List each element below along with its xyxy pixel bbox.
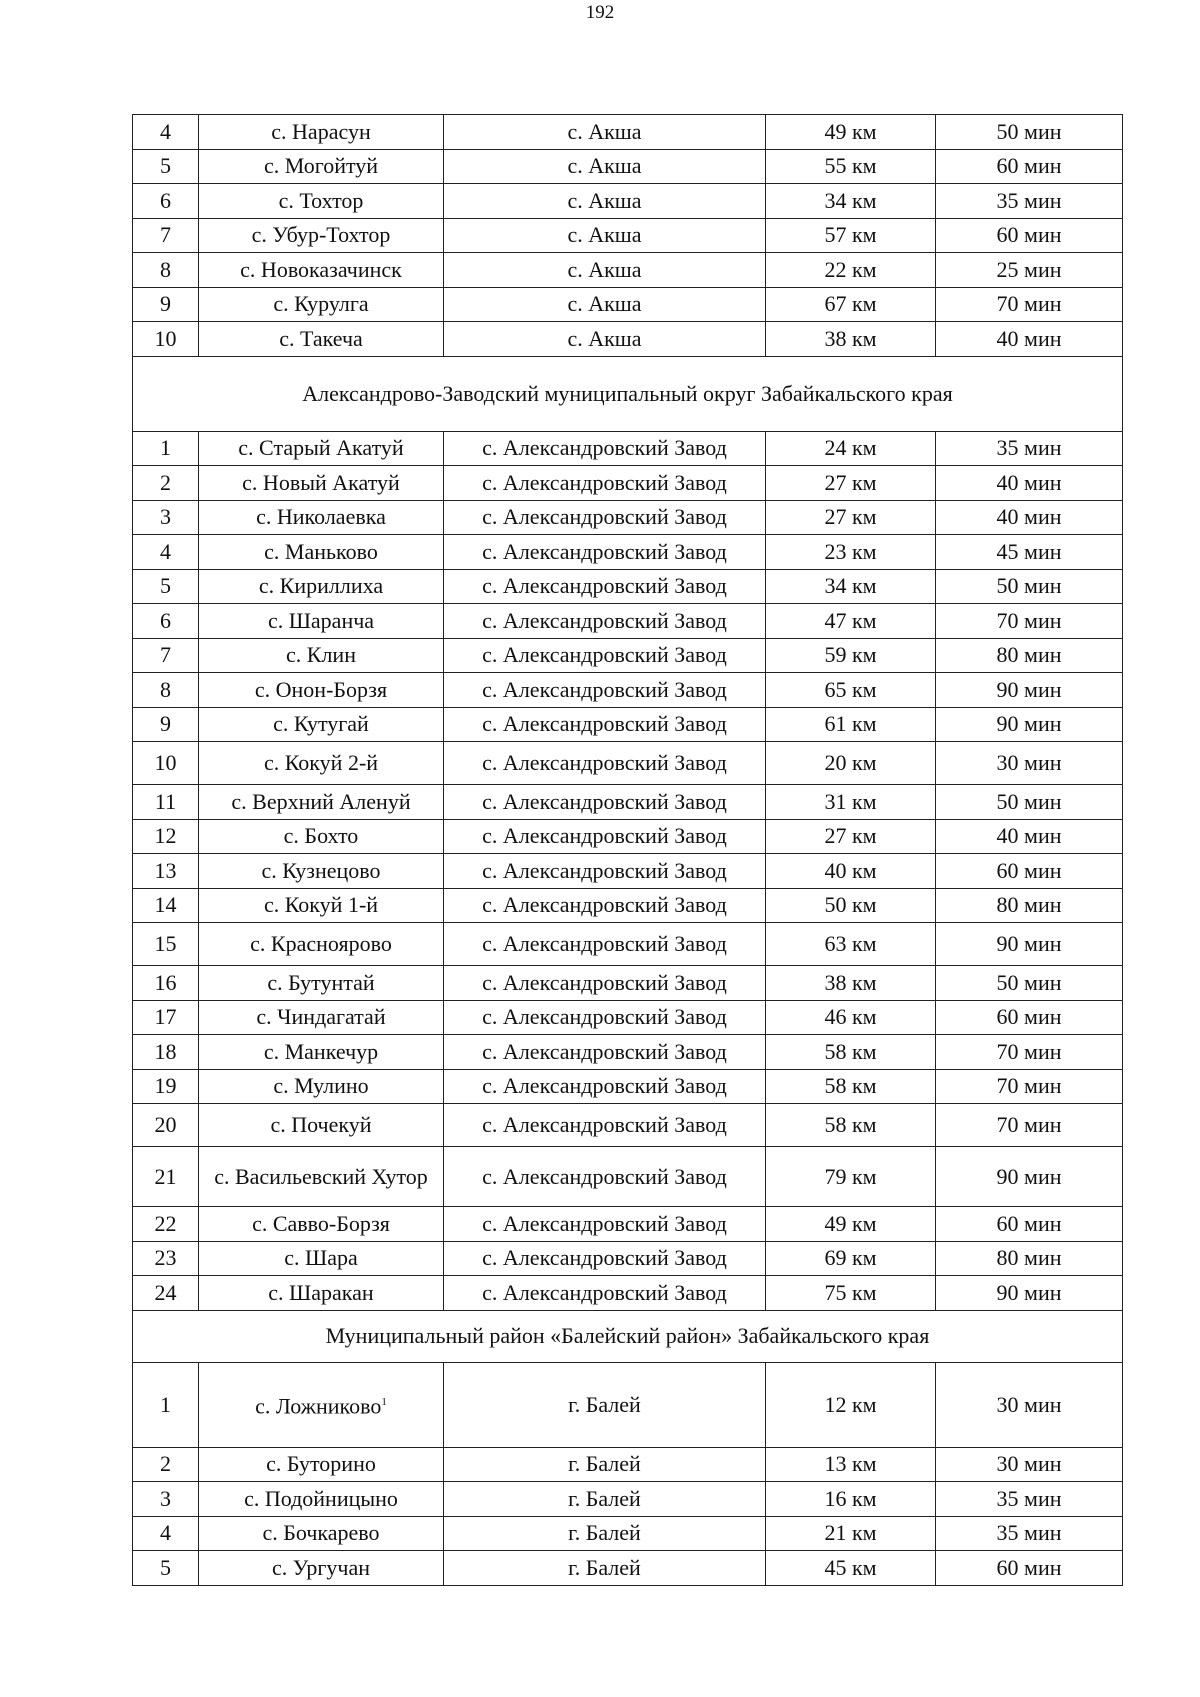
distance-cell: 67 км [766,287,936,322]
distance-cell: 49 км [766,1207,936,1242]
table-row [133,923,1123,966]
distance-cell: 38 км [766,966,936,1001]
distance-cell: 58 км [766,1035,936,1070]
destination-cell: с. Александровский Завод [444,966,766,1001]
row-number-cell: 7 [133,638,199,673]
settlement-cell: с. Чиндагатай [199,1000,444,1035]
travel-time-cell: 50 мин [936,966,1123,1001]
settlement-cell: с. Шаракан [199,1276,444,1311]
row-number-cell: 1 [133,431,199,466]
travel-time-cell: 60 мин [936,854,1123,889]
distance-cell: 65 км [766,673,936,708]
travel-time-cell: 50 мин [936,115,1123,150]
row-number-cell: 10 [133,742,199,785]
table-row [133,1241,1123,1276]
distance-cell: 59 км [766,638,936,673]
table-row [133,569,1123,604]
settlement-cell: с. Нарасун [199,115,444,150]
travel-time-cell: 35 мин [936,184,1123,219]
distance-cell: 61 км [766,707,936,742]
section-heading-row [133,356,1123,431]
travel-time-cell: 70 мин [936,1069,1123,1104]
destination-cell: с. Александровский Завод [444,1207,766,1242]
settlement-cell: с. Почекуй [199,1104,444,1147]
travel-time-cell: 30 мин [936,742,1123,785]
travel-time-cell: 80 мин [936,1241,1123,1276]
distance-cell: 20 км [766,742,936,785]
settlement-cell: с. Кутугай [199,707,444,742]
distance-cell: 55 км [766,149,936,184]
travel-time-cell: 70 мин [936,1104,1123,1147]
row-number-cell: 12 [133,819,199,854]
distance-cell: 58 км [766,1069,936,1104]
destination-cell: с. Александровский Завод [444,1241,766,1276]
destination-cell: г. Балей [444,1482,766,1517]
table-row [133,785,1123,820]
destination-cell: с. Александровский Завод [444,819,766,854]
row-number-cell: 13 [133,854,199,889]
travel-time-cell: 90 мин [936,707,1123,742]
table-row [133,287,1123,322]
table-row [133,707,1123,742]
row-number-cell: 6 [133,604,199,639]
travel-time-cell: 35 мин [936,1482,1123,1517]
distance-cell: 21 км [766,1516,936,1551]
table-row [133,888,1123,923]
row-number-cell: 14 [133,888,199,923]
row-number-cell: 21 [133,1147,199,1207]
settlement-cell: с. Буторино [199,1447,444,1482]
row-number-cell: 15 [133,923,199,966]
settlement-cell: с. Бочкарево [199,1516,444,1551]
distance-cell: 13 км [766,1447,936,1482]
row-number-cell: 4 [133,535,199,570]
destination-cell: г. Балей [444,1551,766,1586]
destination-cell: с. Александровский Завод [444,535,766,570]
table-row [133,149,1123,184]
destination-cell: с. Александровский Завод [444,888,766,923]
row-number-cell: 7 [133,218,199,253]
row-number-cell: 18 [133,1035,199,1070]
destination-cell: с. Александровский Завод [444,1035,766,1070]
destination-cell: г. Балей [444,1447,766,1482]
settlement-cell: с. Новый Акатуй [199,466,444,501]
table-row [133,1147,1123,1207]
table-row [133,1207,1123,1242]
table-row [133,966,1123,1001]
travel-time-cell: 60 мин [936,1000,1123,1035]
travel-time-cell: 90 мин [936,673,1123,708]
table-row [133,535,1123,570]
row-number-cell: 23 [133,1241,199,1276]
table-row [133,1551,1123,1586]
travel-time-cell: 90 мин [936,923,1123,966]
travel-time-cell: 50 мин [936,569,1123,604]
row-number-cell: 3 [133,500,199,535]
table-row [133,115,1123,150]
row-number-cell: 16 [133,966,199,1001]
distance-cell: 47 км [766,604,936,639]
destination-cell: с. Александровский Завод [444,604,766,639]
row-number-cell: 10 [133,322,199,357]
table-row [133,604,1123,639]
settlement-cell: с. Ургучан [199,1551,444,1586]
settlement-cell [199,1362,444,1447]
row-number-cell: 5 [133,569,199,604]
destination-cell: с. Александровский Завод [444,638,766,673]
row-number-cell: 11 [133,785,199,820]
destination-cell: с. Акша [444,115,766,150]
table-row [133,1276,1123,1311]
distance-cell: 34 км [766,569,936,604]
settlement-cell: с. Могойтуй [199,149,444,184]
distance-cell: 46 км [766,1000,936,1035]
travel-time-cell: 60 мин [936,1207,1123,1242]
distance-cell: 49 км [766,115,936,150]
destination-cell: с. Александровский Завод [444,923,766,966]
settlement-cell: с. Кириллиха [199,569,444,604]
table-row [133,218,1123,253]
destination-cell: с. Александровский Завод [444,742,766,785]
row-number-cell: 8 [133,673,199,708]
settlement-cell: с. Манкечур [199,1035,444,1070]
distance-cell: 75 км [766,1276,936,1311]
table-row [133,1482,1123,1517]
travel-time-cell: 40 мин [936,322,1123,357]
row-number-cell: 22 [133,1207,199,1242]
distance-cell: 63 км [766,923,936,966]
travel-time-cell: 30 мин [936,1362,1123,1447]
footnote-marker: 1 [381,1396,387,1409]
settlement-cell: с. Кокуй 1-й [199,888,444,923]
table-row [133,322,1123,357]
settlement-cell: с. Курулга [199,287,444,322]
table-row [133,253,1123,288]
distance-cell: 40 км [766,854,936,889]
destination-cell: с. Александровский Завод [444,1069,766,1104]
distance-cell: 16 км [766,1482,936,1517]
destination-cell: с. Александровский Завод [444,1276,766,1311]
settlement-cell: с. Онон-Борзя [199,673,444,708]
table-row [133,673,1123,708]
destination-cell: с. Александровский Завод [444,1104,766,1147]
settlement-cell: с. Бутунтай [199,966,444,1001]
travel-time-cell: 60 мин [936,218,1123,253]
row-number-cell: 3 [133,1482,199,1517]
distance-cell: 38 км [766,322,936,357]
settlement-cell: с. Савво-Борзя [199,1207,444,1242]
page-number: 192 [585,2,615,23]
travel-time-cell: 70 мин [936,1035,1123,1070]
travel-time-cell: 70 мин [936,287,1123,322]
table-row [133,819,1123,854]
destination-cell: с. Александровский Завод [444,707,766,742]
destination-cell: с. Александровский Завод [444,1147,766,1207]
travel-time-cell: 40 мин [936,466,1123,501]
table-row [133,638,1123,673]
row-number-cell: 24 [133,1276,199,1311]
row-number-cell: 9 [133,707,199,742]
distance-cell: 57 км [766,218,936,253]
table-row [133,1104,1123,1147]
travel-time-cell: 45 мин [936,535,1123,570]
row-number-cell: 6 [133,184,199,219]
row-number-cell: 17 [133,1000,199,1035]
section-heading: Муниципальный район «Балейский район» Забайкальского края [133,1310,1123,1362]
routes-table-body [133,115,1123,1586]
distance-cell: 27 км [766,819,936,854]
row-number-cell: 20 [133,1104,199,1147]
travel-time-cell: 40 мин [936,500,1123,535]
settlement-cell: с. Красноярово [199,923,444,966]
table-row [133,1000,1123,1035]
destination-cell: с. Александровский Завод [444,569,766,604]
settlement-cell: с. Старый Акатуй [199,431,444,466]
travel-time-cell: 60 мин [936,1551,1123,1586]
travel-time-cell: 90 мин [936,1147,1123,1207]
travel-time-cell: 40 мин [936,819,1123,854]
settlement-cell: с. Тохтор [199,184,444,219]
row-number-cell: 8 [133,253,199,288]
settlement-cell: с. Убур-Тохтор [199,218,444,253]
table-row [133,184,1123,219]
table-row [133,1069,1123,1104]
travel-time-cell: 80 мин [936,638,1123,673]
settlement-cell: с. Подойницыно [199,1482,444,1517]
distance-cell: 45 км [766,1551,936,1586]
table-row [133,466,1123,501]
travel-time-cell: 35 мин [936,431,1123,466]
destination-cell: с. Александровский Завод [444,431,766,466]
destination-cell: г. Балей [444,1516,766,1551]
distance-cell: 27 км [766,466,936,501]
travel-time-cell: 25 мин [936,253,1123,288]
destination-cell: с. Акша [444,149,766,184]
destination-cell: г. Балей [444,1362,766,1447]
travel-time-cell: 60 мин [936,149,1123,184]
section-heading: Александрово-Заводский муниципальный округ Забайкальского края [133,356,1123,431]
destination-cell: с. Александровский Завод [444,466,766,501]
distance-cell: 50 км [766,888,936,923]
table-row [133,854,1123,889]
routes-table [132,114,1123,1586]
row-number-cell: 2 [133,466,199,501]
travel-time-cell: 30 мин [936,1447,1123,1482]
section-heading-row [133,1310,1123,1362]
destination-cell: с. Александровский Завод [444,673,766,708]
table-row [133,1035,1123,1070]
distance-cell: 31 км [766,785,936,820]
distance-cell: 34 км [766,184,936,219]
settlement-cell: с. Такеча [199,322,444,357]
row-number-cell: 4 [133,1516,199,1551]
settlement-cell: с. Кузнецово [199,854,444,889]
settlement-cell: с. Клин [199,638,444,673]
travel-time-cell: 80 мин [936,888,1123,923]
row-number-cell: 4 [133,115,199,150]
distance-cell: 58 км [766,1104,936,1147]
settlement-cell: с. Мулино [199,1069,444,1104]
settlement-cell: с. Верхний Аленуй [199,785,444,820]
settlement-name: с. Ложниково [255,1393,382,1419]
settlement-cell: с. Шара [199,1241,444,1276]
destination-cell: с. Акша [444,184,766,219]
destination-cell: с. Александровский Завод [444,1000,766,1035]
distance-cell: 23 км [766,535,936,570]
settlement-cell: с. Бохто [199,819,444,854]
table-row [133,742,1123,785]
table-row [133,1362,1123,1447]
row-number-cell: 9 [133,287,199,322]
settlement-cell: с. Новоказачинск [199,253,444,288]
distance-cell: 22 км [766,253,936,288]
travel-time-cell: 90 мин [936,1276,1123,1311]
settlement-cell: с. Шаранча [199,604,444,639]
table-row [133,431,1123,466]
distance-cell: 69 км [766,1241,936,1276]
row-number-cell: 5 [133,149,199,184]
travel-time-cell: 35 мин [936,1516,1123,1551]
travel-time-cell: 70 мин [936,604,1123,639]
row-number-cell: 1 [133,1362,199,1447]
table-row [133,1516,1123,1551]
row-number-cell: 19 [133,1069,199,1104]
settlement-cell: с. Кокуй 2-й [199,742,444,785]
table-row [133,500,1123,535]
settlement-cell: с. Маньково [199,535,444,570]
destination-cell: с. Александровский Завод [444,500,766,535]
distance-cell: 24 км [766,431,936,466]
settlement-cell: с. Васильевский Хутор [199,1147,444,1207]
row-number-cell: 5 [133,1551,199,1586]
destination-cell: с. Акша [444,218,766,253]
table-row [133,1447,1123,1482]
row-number-cell: 2 [133,1447,199,1482]
destination-cell: с. Акша [444,287,766,322]
destination-cell: с. Александровский Завод [444,854,766,889]
destination-cell: с. Акша [444,253,766,288]
destination-cell: с. Александровский Завод [444,785,766,820]
distance-cell: 12 км [766,1362,936,1447]
distance-cell: 27 км [766,500,936,535]
distance-cell: 79 км [766,1147,936,1207]
travel-time-cell: 50 мин [936,785,1123,820]
destination-cell: с. Акша [444,322,766,357]
settlement-cell: с. Николаевка [199,500,444,535]
